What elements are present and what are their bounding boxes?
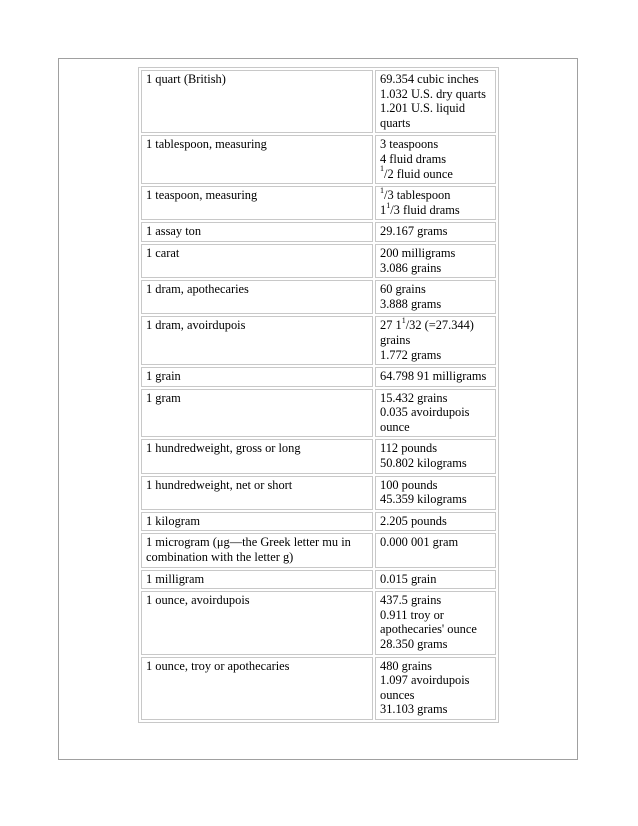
unit-cell: 1 grain [141, 367, 373, 387]
unit-cell: 1 tablespoon, measuring [141, 135, 373, 184]
equivalent-cell [375, 244, 496, 278]
unit-cell: 1 carat [141, 244, 373, 278]
fraction-rest: /2 fluid ounce [384, 166, 453, 181]
equivalent-value: 1.097 avoirdupois ounces [380, 673, 470, 702]
equivalent-value: 3.086 grains [380, 260, 442, 275]
equivalent-value: 437.5 grains [380, 593, 442, 608]
unit-cell: 1 microgram (μg—the Greek letter mu in combination with the letter g) [141, 533, 373, 567]
equivalent-value: 4 fluid drams [380, 151, 447, 166]
equivalent-cell [375, 389, 496, 438]
table-row [141, 533, 496, 567]
equivalent-cell [375, 70, 496, 133]
unit-cell: 1 hundredweight, gross or long [141, 439, 373, 473]
table-row [141, 280, 496, 314]
equivalent-value: 0.035 avoirdupois ounce [380, 405, 470, 434]
equivalent-cell [375, 657, 496, 720]
fraction-whole: 1 [380, 202, 387, 217]
unit-cell: 1 ounce, avoirdupois [141, 591, 373, 654]
fraction-numerator: 1 [380, 164, 384, 174]
table-row [141, 439, 496, 473]
unit-cell: 1 milligram [141, 570, 373, 590]
equivalent-cell [375, 570, 496, 590]
equivalent-value: 50.802 kilograms [380, 456, 467, 471]
equivalent-value [380, 188, 491, 203]
table-row [141, 316, 496, 365]
equivalent-cell [375, 439, 496, 473]
fraction-numerator: 1 [401, 316, 406, 326]
table-row [141, 135, 496, 184]
table-row [141, 657, 496, 720]
unit-cell: 1 quart (British) [141, 70, 373, 133]
equivalent-value: 60 grains [380, 282, 426, 297]
equivalent-value: 1.772 grams [380, 347, 442, 362]
table-row [141, 367, 496, 387]
equivalent-cell [375, 533, 496, 567]
fraction-whole: 27 1 [380, 318, 402, 333]
equivalent-cell [375, 512, 496, 532]
fraction-numerator: 1 [380, 186, 384, 196]
equivalent-value: 0.000 001 gram [380, 535, 459, 550]
table-row [141, 70, 496, 133]
equivalent-value: 0.015 grain [380, 571, 437, 586]
equivalent-value: 3.888 grams [380, 296, 442, 311]
equivalent-value: 1.201 U.S. liquid quarts [380, 101, 466, 130]
equivalent-cell [375, 367, 496, 387]
fraction-rest: /32 (=27.344) grains [380, 318, 474, 347]
equivalent-cell [375, 316, 496, 365]
unit-cell: 1 assay ton [141, 222, 373, 242]
table-row [141, 591, 496, 654]
equivalent-cell [375, 186, 496, 220]
table-row [141, 512, 496, 532]
equivalent-value: 45.359 kilograms [380, 492, 467, 507]
equivalent-cell [375, 280, 496, 314]
equivalent-value: 31.103 grams [380, 702, 448, 717]
fraction-numerator: 1 [386, 200, 391, 210]
fraction-rest: /3 tablespoon [384, 188, 451, 203]
equivalent-value: 28.350 grams [380, 637, 448, 651]
equivalent-value: 100 pounds [380, 477, 438, 492]
equivalent-value: 112 pounds [380, 441, 438, 456]
equivalent-value: 2.205 pounds [380, 513, 447, 528]
equivalent-value [380, 200, 491, 218]
equivalent-cell [375, 135, 496, 184]
equivalent-value [380, 318, 491, 347]
equivalent-value: 3 teaspoons [380, 137, 439, 152]
unit-cell: 1 hundredweight, net or short [141, 476, 373, 510]
equivalent-value: 64.798 91 milligrams [380, 369, 487, 384]
unit-cell: 1 teaspoon, measuring [141, 186, 373, 220]
equivalent-value: 1.032 U.S. dry quarts [380, 86, 487, 101]
unit-cell: 1 dram, avoirdupois [141, 316, 373, 365]
unit-cell: 1 gram [141, 389, 373, 438]
fraction-rest: /3 fluid drams [390, 202, 460, 217]
table-row [141, 570, 496, 590]
equivalent-cell [375, 476, 496, 510]
equivalent-cell [375, 591, 496, 654]
table-row [141, 186, 496, 220]
table-row [141, 389, 496, 438]
unit-cell: 1 ounce, troy or apothecaries [141, 657, 373, 720]
conversion-table [138, 67, 499, 723]
unit-cell: 1 kilogram [141, 512, 373, 532]
equivalent-value: 0.911 troy or apothecaries' ounce [380, 607, 477, 637]
equivalent-cell [375, 222, 496, 242]
equivalent-value: 69.354 cubic inches [380, 72, 479, 86]
equivalent-value: 15.432 grains [380, 390, 448, 405]
unit-cell: 1 dram, apothecaries [141, 280, 373, 314]
table-row [141, 222, 496, 242]
equivalent-value [380, 164, 491, 182]
equivalent-value: 480 grains [380, 658, 432, 673]
table-row [141, 244, 496, 278]
equivalent-value: 200 milligrams [380, 245, 456, 260]
table-row [141, 476, 496, 510]
equivalent-value: 29.167 grams [380, 224, 448, 239]
